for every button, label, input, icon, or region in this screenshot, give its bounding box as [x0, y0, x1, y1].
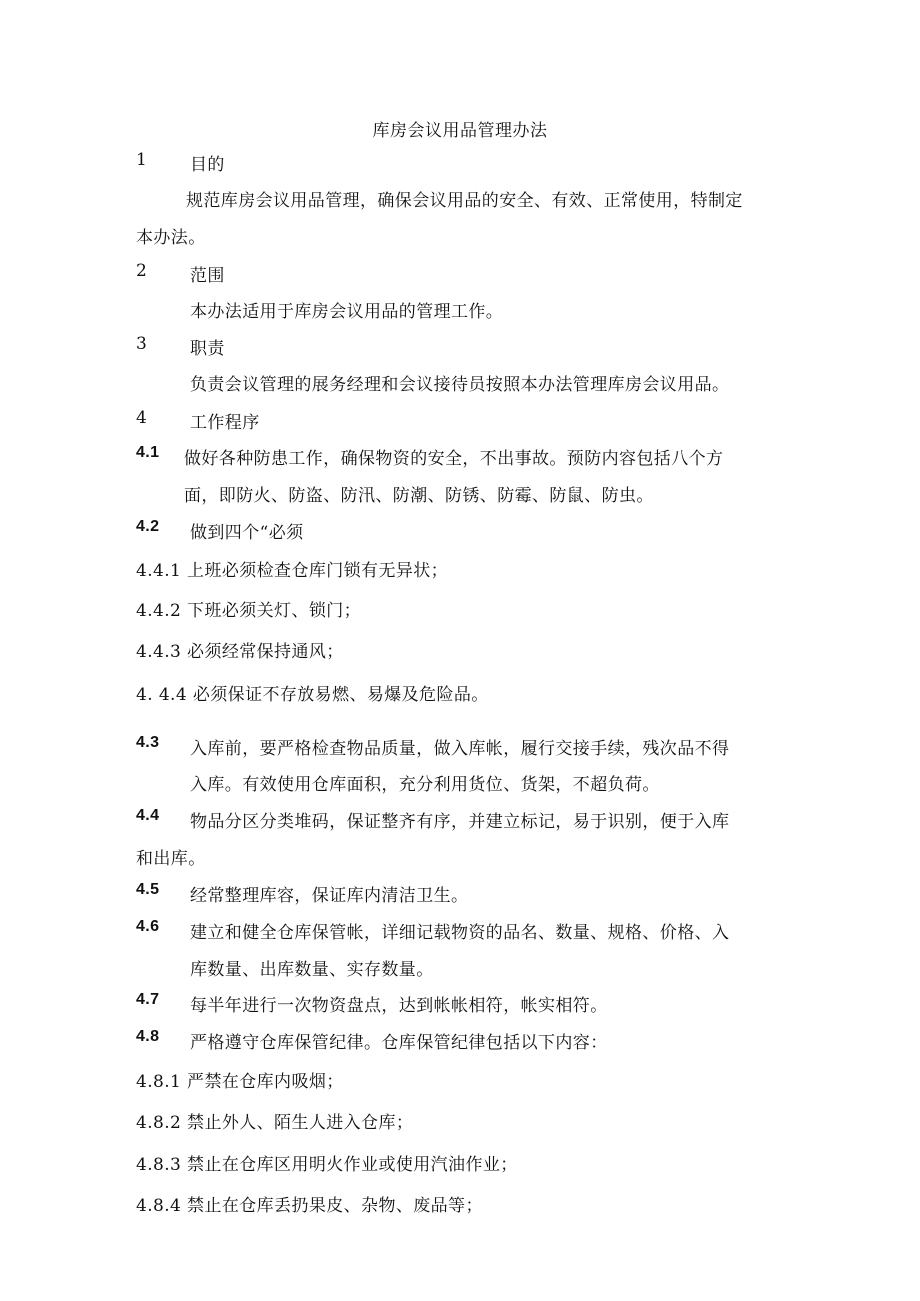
clause-4-4-line2: 和出库。 — [136, 849, 206, 869]
item-4-8-3: 4.8.3 禁止在仓库区用明火作业或使用汽油作业； — [136, 1155, 518, 1175]
clause-4-7-text: 每半年进行一次物资盘点，达到帐帐相符，帐实相符。 — [190, 996, 608, 1016]
document-title: 库房会议用品管理办法 — [372, 121, 548, 141]
clause-4-3-line1: 入库前，要严格检查物品质量，做入库帐，履行交接手续，残次品不得 — [190, 739, 730, 759]
clause-4-6-line2: 库数量、出库数量、实存数量。 — [190, 960, 434, 980]
clause-number-4-2: 4.2 — [136, 518, 160, 535]
clause-number-4-4: 4.4 — [136, 807, 160, 824]
item-4-8-2: 4.8.2 禁止外人、陌生人进入仓库； — [136, 1113, 414, 1133]
clause-4-3-line2: 入库。有效使用仓库面积，充分利用货位、货架，不超负荷。 — [190, 775, 660, 795]
section-heading-procedure: 工作程序 — [190, 413, 260, 433]
section-heading-scope: 范围 — [190, 266, 225, 286]
clause-4-1-line2: 面，即防火、防盗、防汛、防潮、防锈、防霉、防鼠、防虫。 — [184, 486, 654, 506]
section-heading-duty: 职责 — [190, 339, 225, 359]
item-4-4-2: 4.4.2 下班必须关灯、锁门； — [136, 601, 362, 621]
item-4-4-1: 4.4.1 上班必须检查仓库门锁有无异状； — [136, 561, 449, 581]
scope-text: 本办法适用于库房会议用品的管理工作。 — [190, 302, 504, 322]
clause-number-4-1: 4.1 — [136, 444, 160, 461]
duty-text: 负责会议管理的展务经理和会议接待员按照本办法管理库房会议用品。 — [190, 375, 730, 395]
purpose-text-line1: 规范库房会议用品管理，确保会议用品的安全、有效、正常使用，特制定 — [186, 191, 743, 211]
clause-number-4-8: 4.8 — [136, 1028, 160, 1045]
clause-4-8-text: 严格遵守仓库保管纪律。仓库保管纪律包括以下内容： — [190, 1033, 608, 1053]
clause-4-6-line1: 建立和健全仓库保管帐，详细记载物资的品名、数量、规格、价格、入 — [190, 923, 730, 943]
section-number-1: 1 — [136, 150, 148, 170]
clause-4-4-line1: 物品分区分类堆码，保证整齐有序，并建立标记，易于识别，便于入库 — [190, 812, 730, 832]
section-number-4: 4 — [136, 408, 148, 428]
section-number-3: 3 — [136, 334, 148, 354]
item-4-4-4: 4. 4.4 必须保证不存放易燃、易爆及危险品。 — [136, 685, 489, 705]
clause-4-2-text: 做到四个“必须 — [190, 523, 304, 543]
item-4-8-1: 4.8.1 严禁在仓库内吸烟； — [136, 1072, 344, 1092]
clause-4-5-text: 经常整理库容，保证库内清洁卫生。 — [190, 886, 469, 906]
section-number-2: 2 — [136, 261, 148, 281]
item-4-4-3: 4.4.3 必须经常保持通风； — [136, 642, 344, 662]
clause-number-4-3: 4.3 — [136, 734, 160, 751]
clause-number-4-5: 4.5 — [136, 881, 160, 898]
section-heading-purpose: 目的 — [190, 155, 225, 175]
item-4-8-4: 4.8.4 禁止在仓库丢扔果皮、杂物、废品等； — [136, 1196, 483, 1216]
purpose-text-line2: 本办法。 — [136, 228, 206, 248]
clause-number-4-6: 4.6 — [136, 918, 160, 935]
clause-number-4-7: 4.7 — [136, 991, 160, 1008]
clause-4-1-line1: 做好各种防患工作，确保物资的安全，不出事故。预防内容包括八个方 — [184, 449, 724, 469]
